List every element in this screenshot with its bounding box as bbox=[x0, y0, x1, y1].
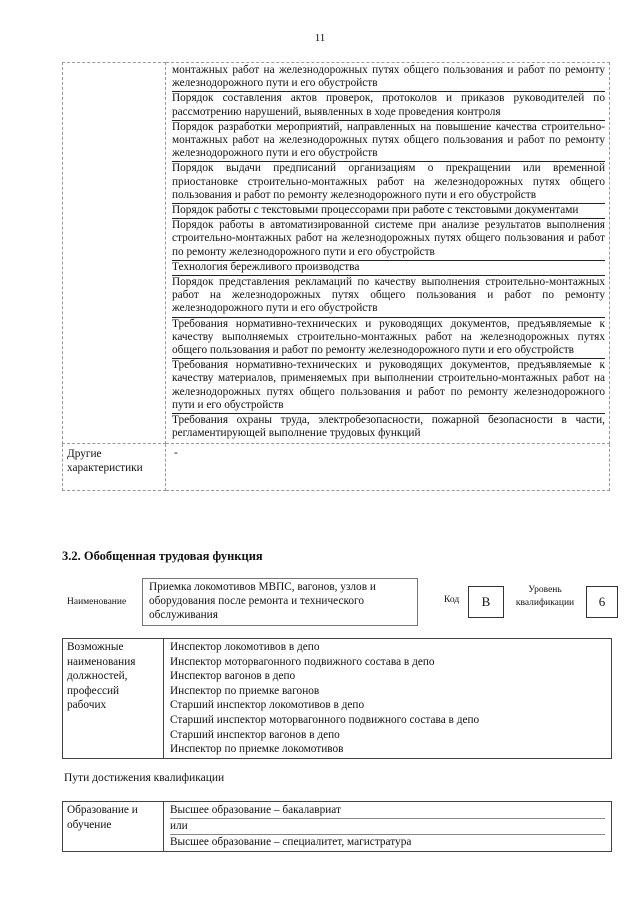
position-item: Инспектор по приемке вагонов bbox=[170, 684, 320, 697]
positions-table bbox=[62, 638, 612, 759]
knowledge-item: Порядок работы в автоматизированной системе при анализе результатов выполнения строительно-монтажных работ на железнодорожных путях общего пользования и работ по ремонту железнодорожного пути и его обустройств bbox=[172, 219, 605, 261]
other-characteristics-label: Другие характеристики bbox=[63, 444, 166, 491]
code-value: В bbox=[468, 586, 504, 618]
position-item: Старший инспектор моторвагонного подвижного состава в депо bbox=[170, 713, 480, 726]
function-header-row bbox=[62, 578, 614, 628]
qualification-level-label: Уровень квалификации bbox=[515, 585, 575, 608]
education-line: или bbox=[170, 819, 605, 835]
knowledge-item: Порядок работы с текстовыми процессорами при работе с текстовыми документами bbox=[172, 204, 605, 219]
knowledge-item: Порядок представления рекламаций по качеству выполнения строительно-монтажных работ на железнодорожных путях общего пользования и работ по ремонту железнодорожного пути и его обустройств bbox=[172, 276, 605, 318]
knowledge-item: Технология бережливого производства bbox=[172, 261, 605, 276]
position-item: Инспектор моторвагонного подвижного состава в депо bbox=[170, 655, 435, 668]
knowledge-item: Требования нормативно-технических и руководящих документов, предъявляемые к качеству материалов, применяемых при выполнении строительно-монтажных работ на железнодорожных путях общего пользования и работ по ремонту железнодорожного пути и его обустройств bbox=[172, 359, 605, 414]
knowledge-item: Порядок разработки мероприятий, направленных на повышение качества строительно-монтажных работ на железнодорожных путях общего пользования и работ по ремонту железнодорожного пути и его обустройств bbox=[172, 121, 605, 163]
positions-list bbox=[164, 639, 612, 759]
education-lines bbox=[164, 802, 612, 852]
name-label: Наименование bbox=[67, 597, 127, 607]
qualification-paths-title: Пути достижения квалификации bbox=[64, 772, 225, 784]
section-title: 3.2. Обобщенная трудовая функция bbox=[62, 549, 263, 563]
knowledge-item: Порядок выдачи предписаний организациям о прекращении или временной приостановке строительно-монтажных работ на железнодорожных путях общего пользования и работ по ремонту железнодорожного пути и его обустройств bbox=[172, 162, 605, 204]
position-item: Инспектор вагонов в депо bbox=[170, 670, 296, 683]
knowledge-item: Порядок составления актов проверок, протоколов и приказов руководителей по рассмотрению нарушений, выявленных в ходе проведения контроля bbox=[172, 92, 605, 120]
knowledge-item: монтажных работ на железнодорожных путях общего пользования и работ по ремонту железнодорожного пути и его обустройств bbox=[172, 64, 605, 92]
knowledge-label-cell bbox=[63, 63, 166, 444]
position-item: Старший инспектор вагонов в депо bbox=[170, 728, 340, 741]
code-label: Код bbox=[444, 595, 460, 605]
other-characteristics-value: - bbox=[166, 444, 610, 491]
page-number: 11 bbox=[314, 32, 326, 44]
position-item: Инспектор по приемке локомотивов bbox=[170, 743, 344, 756]
education-line: Высшее образование – специалитет, магистратура bbox=[170, 836, 412, 848]
education-line: Высшее образование – бакалавриат bbox=[170, 803, 605, 819]
education-table bbox=[62, 801, 612, 852]
knowledge-item: Требования охраны труда, электробезопасности, пожарной безопасности в части, регламентирующей выполнение трудовых функций bbox=[172, 414, 605, 440]
function-name: Приемка локомотивов МВПС, вагонов, узлов и оборудования после ремонта и технического обслуживания bbox=[142, 578, 418, 626]
knowledge-items-cell bbox=[166, 63, 610, 444]
knowledge-table-continuation bbox=[62, 62, 610, 491]
education-label: Образование и обучение bbox=[63, 802, 164, 852]
position-item: Инспектор локомотивов в депо bbox=[170, 641, 320, 653]
position-item: Старший инспектор локомотивов в депо bbox=[170, 699, 365, 712]
knowledge-item: Требования нормативно-технических и руководящих документов, предъявляемые к качеству выполняемых строительно-монтажных работ на железнодорожных путях общего пользования и работ по ремонту железнодорожного пути и его обустройств bbox=[172, 318, 605, 360]
positions-label: Возможные наименования должностей, профессий рабочих bbox=[63, 639, 164, 759]
qualification-level-value: 6 bbox=[586, 586, 618, 618]
